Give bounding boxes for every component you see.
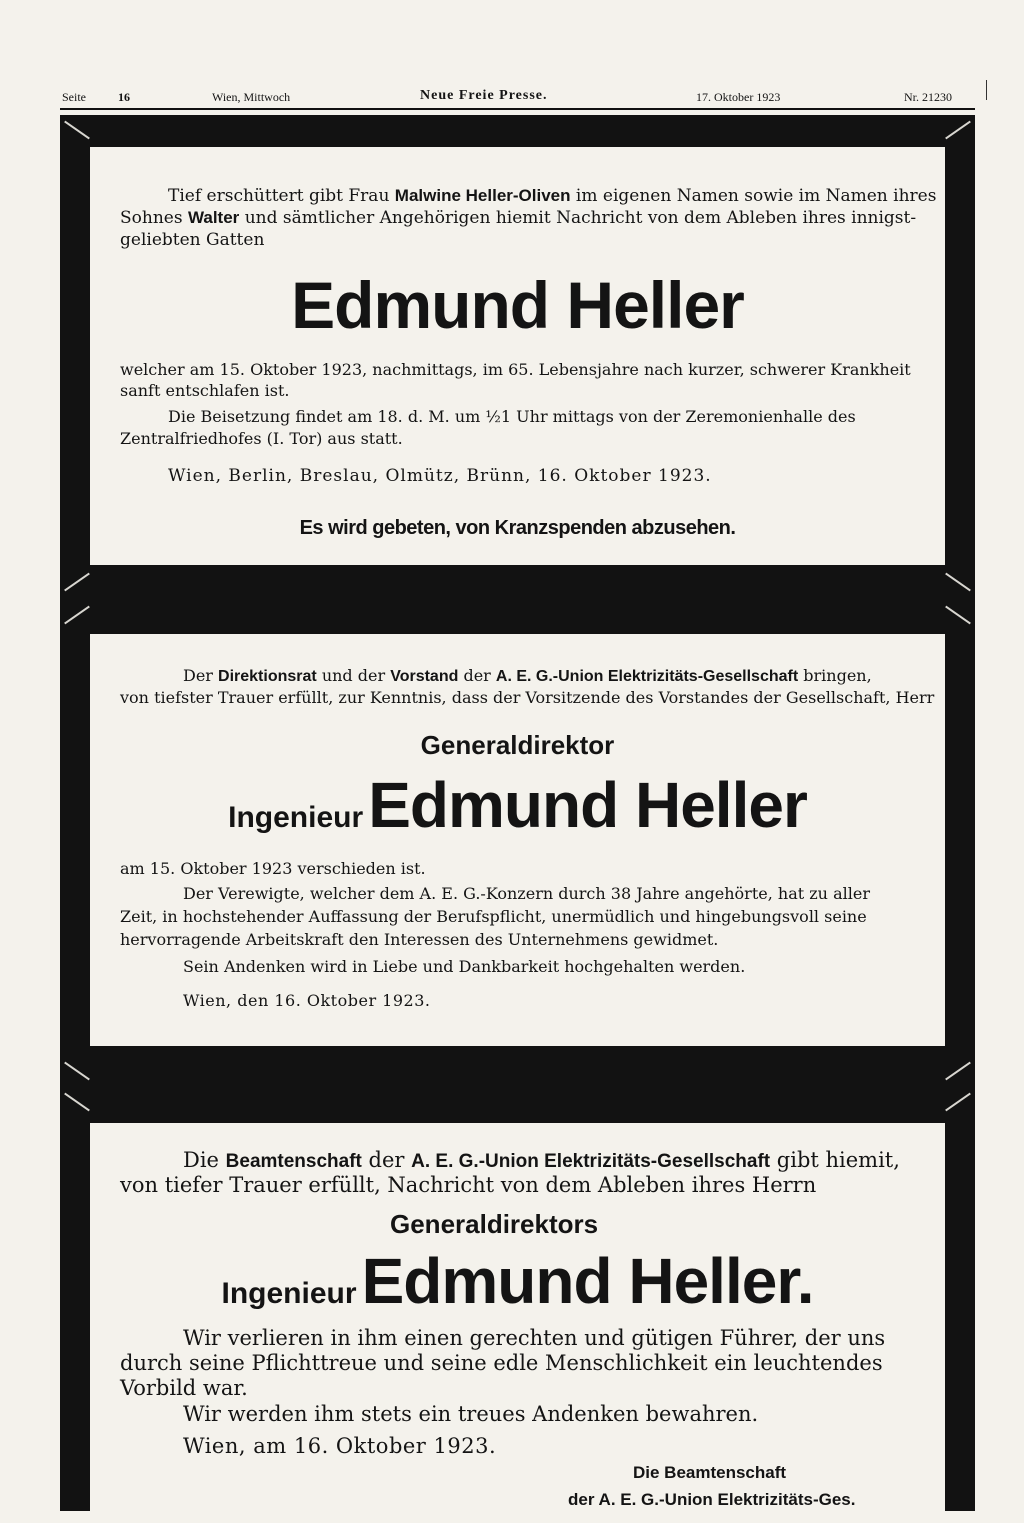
corner-ornament (945, 573, 971, 592)
header-issue-number: Nr. 21230 (904, 90, 952, 104)
text: und sämtlicher Angehörigen hiemit Nachricht von dem Ableben ihres innigst- (239, 208, 917, 228)
notice1-request: Es wird gebeten, von Kranzspenden abzusehen. (299, 517, 736, 539)
notice2-para-line3: hervorragende Arbeitskraft den Interessen des Unternehmens gewidmet. (120, 930, 719, 949)
notice1-para2-line2: sanft entschlafen ist. (120, 381, 290, 400)
notice2-line2: von tiefster Trauer erfüllt, zur Kenntnis, dass der Vorsitzende des Vorstandes der Gesellschaft, Herr (120, 688, 935, 707)
deceased-name: Edmund Heller (368, 769, 807, 841)
notice3-para-line3: Vorbild war. (120, 1376, 248, 1400)
death-notice-staff (60, 1087, 975, 1511)
text: Tief erschüttert gibt Frau (168, 186, 395, 206)
deceased-name: Edmund Heller. (361, 1245, 814, 1317)
notice3-memory: Wir werden ihm stets ein treues Andenken bewahren. (183, 1402, 759, 1426)
deceased-name-line (120, 768, 915, 840)
text: im eigenen Namen sowie im Namen ihres (570, 186, 937, 206)
text: Die (183, 1148, 226, 1172)
corner-ornament (945, 121, 971, 140)
notice2-line1 (183, 665, 872, 688)
text: bringen, (798, 666, 872, 685)
notice1-para3-line2: Zentralfriedhofes (I. Tor) aus statt. (120, 429, 403, 448)
corner-ornament (945, 606, 971, 625)
notice3-para-line2: durch seine Pflichttreue und seine edle Menschlichkeit ein leuchtendes (120, 1351, 883, 1375)
text: Sohnes (120, 208, 188, 228)
management-name: Vorstand (390, 668, 459, 685)
widow-name: Malwine Heller-Oliven (394, 186, 571, 205)
death-notice-board (60, 600, 975, 1087)
corner-ornament (64, 121, 90, 140)
notice1-line2 (120, 207, 916, 229)
header-place-day: Wien, Mittwoch (212, 90, 291, 104)
text: der (361, 1148, 412, 1172)
notice3-signature2: der A. E. G.-Union Elektrizitäts-Ges. (568, 1490, 856, 1509)
son-name: Walter (187, 208, 240, 227)
corner-ornament (64, 1093, 90, 1112)
notice3-line1 (183, 1147, 900, 1175)
deceased-name-line (120, 1244, 915, 1316)
notice1-para3-line1: Die Beisetzung findet am 18. d. M. um ½1 Uhr mittags von der Zeremonienhalle des (168, 407, 856, 426)
notice1-line1 (168, 185, 936, 207)
corner-ornament (945, 1062, 971, 1081)
corner-ornament (64, 606, 90, 625)
board-name: Direktionsrat (218, 668, 317, 685)
notice2-line3: am 15. Oktober 1923 verschieden ist. (120, 859, 426, 878)
header-seite-label: Seite (62, 90, 86, 104)
company-name: A. E. G.-Union Elektrizitäts-Gesellschaft (495, 668, 799, 685)
notice3-line2: von tiefer Trauer erfüllt, Nachricht von dem Ableben ihres Herrn (120, 1173, 817, 1197)
notice2-place-date: Wien, den 16. Oktober 1923. (183, 991, 431, 1010)
deceased-title: Generaldirektor (420, 730, 615, 760)
deceased-prefix: Ingenieur (228, 801, 364, 834)
notice2-memory: Sein Andenken wird in Liebe und Dankbarkeit hochgehalten werden. (183, 957, 746, 976)
notice3-place-date: Wien, am 16. Oktober 1923. (183, 1434, 497, 1458)
death-notice-family (60, 115, 975, 600)
header-page-number: 16 (118, 90, 130, 104)
text: der (458, 666, 496, 685)
margin-rule (986, 80, 987, 100)
header-paper-title: Neue Freie Presse. (420, 88, 548, 103)
text: und der (316, 666, 391, 685)
notice2-para-line2: Zeit, in hochstehender Auffassung der Berufspflicht, unermüdlich und hingebungsvoll seine (120, 907, 867, 926)
notice3-para-line1: Wir verlieren in ihm einen gerechten und gütigen Führer, der uns (183, 1326, 886, 1350)
notice1-places-date: Wien, Berlin, Breslau, Olmütz, Brünn, 16. Oktober 1923. (168, 466, 712, 486)
deceased-prefix: Ingenieur (221, 1277, 357, 1310)
company-name: A. E. G.-Union Elektrizitäts-Gesellschaft (411, 1151, 771, 1172)
corner-ornament (64, 1062, 90, 1081)
deceased-title: Generaldirektors (390, 1209, 599, 1239)
notice1-para2-line1: welcher am 15. Oktober 1923, nachmittags, im 65. Lebensjahre nach kurzer, schwerer Krankheit (120, 360, 911, 379)
notice2-para-line1: Der Verewigte, welcher dem A. E. G.-Konzern durch 38 Jahre angehörte, hat zu aller (183, 884, 870, 903)
header-date: 17. Oktober 1923 (696, 90, 781, 104)
notice1-line3: geliebten Gatten (120, 230, 265, 250)
notice3-signature1: Die Beamtenschaft (633, 1463, 787, 1482)
staff-name: Beamtenschaft (225, 1151, 362, 1172)
page-header (60, 88, 975, 110)
corner-ornament (945, 1093, 971, 1112)
text: gibt hiemit, (770, 1148, 900, 1172)
text: Der (183, 666, 219, 685)
deceased-name: Edmund Heller (291, 268, 744, 342)
corner-ornament (64, 573, 90, 592)
